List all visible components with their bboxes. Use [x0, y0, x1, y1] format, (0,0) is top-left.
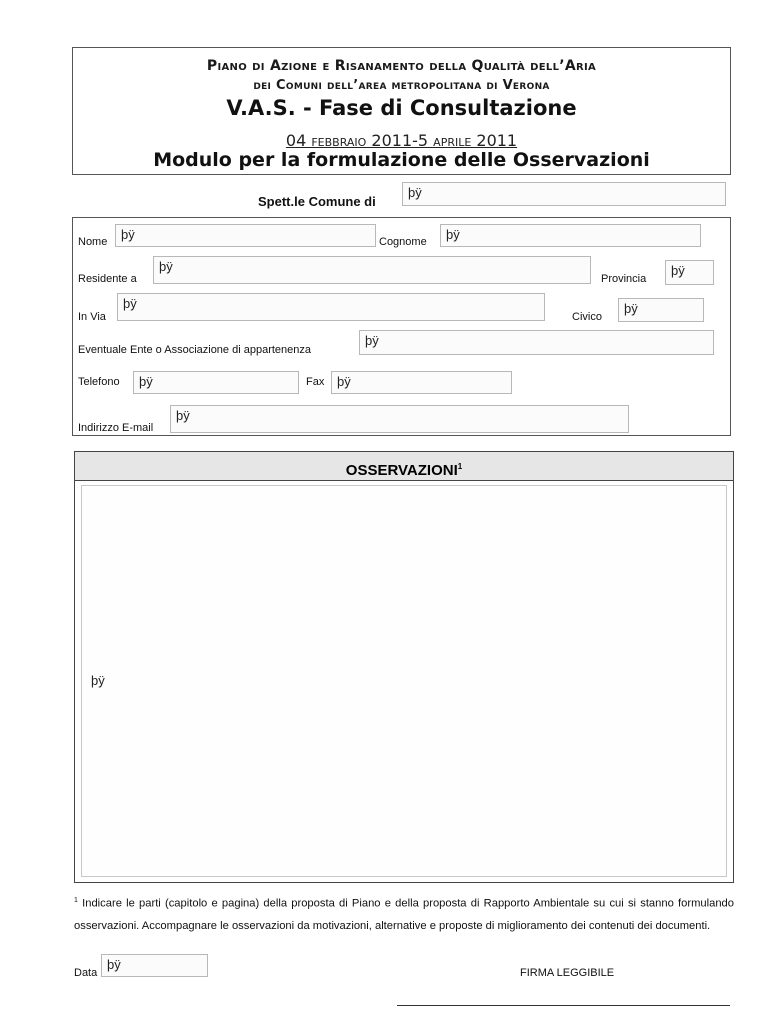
osservazioni-section	[74, 451, 734, 883]
email-label: Indirizzo E-mail	[78, 422, 154, 434]
personal-data-section	[72, 217, 731, 436]
signature-line	[397, 1005, 730, 1006]
cognome-label: Cognome	[379, 236, 427, 248]
page-title: V.A.S. - Fase di Consultazione	[226, 96, 577, 120]
nome-label: Nome	[78, 236, 108, 248]
provincia-label: Provincia	[601, 273, 647, 285]
data-field[interactable]: þÿ	[101, 954, 208, 977]
osservazioni-header	[75, 452, 733, 481]
comune-field[interactable]: þÿ	[402, 182, 726, 206]
residente-label: Residente a	[78, 273, 137, 285]
form-subtitle: Modulo per la formulazione delle Osservazioni	[153, 149, 650, 171]
ente-field[interactable]: þÿ	[359, 330, 714, 355]
via-field[interactable]: þÿ	[117, 293, 545, 321]
civico-field[interactable]: þÿ	[618, 298, 704, 322]
form-header	[72, 47, 731, 175]
ente-label: Eventuale Ente o Associazione di appartenenza	[78, 344, 311, 356]
osservazioni-value: þÿ	[91, 673, 105, 688]
residente-field[interactable]: þÿ	[153, 256, 591, 284]
via-label: In Via	[78, 311, 106, 323]
fax-field[interactable]: þÿ	[331, 371, 512, 394]
provincia-field[interactable]: þÿ	[665, 260, 714, 285]
civico-label: Civico	[572, 311, 602, 323]
telefono-label: Telefono	[78, 376, 120, 388]
osservazioni-title: OSSERVAZIONI	[345, 462, 458, 479]
osservazioni-textarea[interactable]	[81, 485, 727, 877]
nome-field[interactable]: þÿ	[115, 224, 376, 247]
consultation-dates: 04 febbraio 2011-5 aprile 2011	[285, 131, 518, 150]
telefono-field[interactable]: þÿ	[133, 371, 299, 394]
fax-label: Fax	[306, 376, 325, 388]
data-label: Data	[74, 967, 98, 979]
footnote	[74, 890, 734, 937]
email-field[interactable]: þÿ	[170, 405, 629, 433]
osservazioni-footnote-mark: 1	[457, 462, 463, 471]
header-line-1: Piano di Azione e Risanamento della Qualità dell’Aria	[206, 58, 597, 74]
footnote-text: Indicare le parti (capitolo e pagina) della proposta di Piano e della proposta di Rapporto Ambientale su cui si stanno formulando osservazioni. Accompagnare le osservazioni da motivazioni, alternative e proposte di miglioramento dei contenuti dei documenti.	[74, 897, 734, 932]
signature-label: FIRMA LEGGIBILE	[520, 967, 615, 979]
header-line-2: dei Comuni dell’area metropolitana di Verona	[253, 78, 550, 93]
comune-label: Spett.le Comune di	[258, 194, 376, 209]
cognome-field[interactable]: þÿ	[440, 224, 701, 247]
footnote-mark: 1	[74, 897, 78, 904]
